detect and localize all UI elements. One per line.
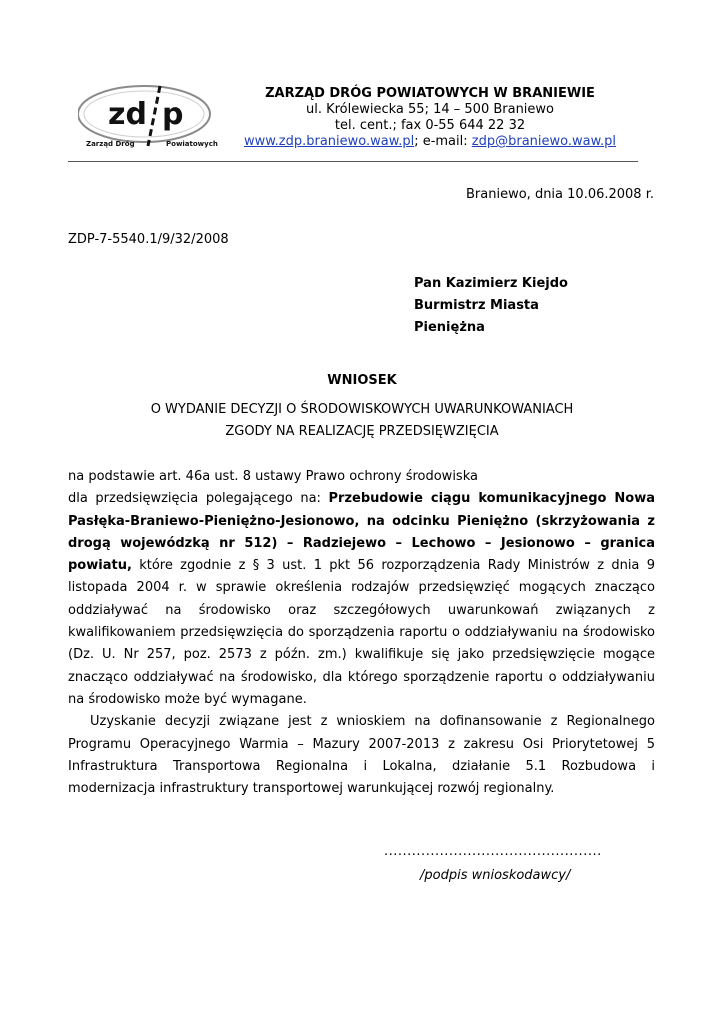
email-label: ; e-mail: bbox=[414, 134, 472, 149]
recipient-name: Pan Kazimierz Kiejdo bbox=[414, 276, 568, 291]
project-qualification: które zgodnie z § 3 ust. 1 pkt 56 rozporządzenia Rady Ministrów z dnia 9 listopada 2004 r. w sprawie określenia rodzajów przedsięwzięć mogących znacząco oddziaływać na środowisko oraz szczegółowych uwarunkowań związanych z kwalifikowaniem przedsięwzięcia do sporządzenia raportu o oddziaływaniu na środowisko (Dz. U. Nr 257, poz. 2573 z późn. zm.) kwalifikuje się jako przedsięwzięcie mogące znacząco oddziaływać na środowisko, dla którego sporządzenie raportu o oddziaływaniu na środowisko może być wymagane. bbox=[68, 558, 655, 707]
subtitle-line-2: ZGODY NA REALIZACJĘ PRZEDSIĘWZIĘCIA bbox=[225, 424, 499, 439]
signature-label: /podpis wnioskodawcy/ bbox=[420, 868, 571, 883]
organization-name: ZARZĄD DRÓG POWIATOWYCH W BRANIEWIE bbox=[265, 86, 595, 101]
project-intro: dla przedsięwzięcia polegającego na: bbox=[68, 491, 329, 507]
letter-date: Braniewo, dnia 10.06.2008 r. bbox=[466, 187, 654, 202]
logo-mark-right: p bbox=[162, 97, 184, 132]
subtitle-line-1: O WYDANIE DECYZJI O ŚRODOWISKOWYCH UWARUNKOWANIACH bbox=[150, 402, 574, 417]
logo-caption-left: Zarząd Dróg bbox=[86, 140, 135, 148]
organization-contact bbox=[230, 134, 630, 150]
recipient-city: Pieniężna bbox=[414, 320, 485, 335]
logo-mark-left: zd bbox=[108, 97, 147, 132]
website-link[interactable]: www.zdp.braniewo.waw.pl bbox=[243, 134, 415, 149]
header-divider bbox=[68, 161, 638, 162]
email-link[interactable]: zdp@braniewo.waw.pl bbox=[471, 134, 617, 149]
letter-body bbox=[68, 466, 655, 800]
funding-paragraph: Uzyskanie decyzji związane jest z wnioskiem na dofinansowanie z Regionalnego Programu Operacyjnego Warmia – Mazury 2007-2013 z zakresu Osi Priorytetowej 5 Infrastruktura Transportowa Regionalna i Lokalna, działanie 5.1 Rozbudowa i modernizacja infrastruktury transportowej warunkującej rozwój regionalny. bbox=[68, 714, 655, 797]
zdp-logo bbox=[78, 80, 218, 152]
project-paragraph bbox=[68, 488, 655, 711]
document-title: WNIOSEK bbox=[327, 373, 397, 388]
recipient-role: Burmistrz Miasta bbox=[414, 298, 539, 313]
logo-caption-right: Powiatowych bbox=[166, 140, 218, 148]
signature-line: ............................................... bbox=[384, 844, 602, 859]
legal-basis: na podstawie art. 46a ust. 8 ustawy Prawo ochrony środowiska bbox=[68, 469, 478, 484]
document-subtitle bbox=[0, 399, 724, 443]
logo-graphic bbox=[78, 80, 218, 152]
project-name: Przebudowie ciągu komunikacyjnego Nowa Pasłęka-Braniewo-Pieniężno-Jesionowo, na odcinku Pieniężno (skrzyżowania z drogą wojewódzką nr 512) – Radziejewo – Lechowo – Jesionowo – granica powiatu, bbox=[68, 491, 655, 574]
organization-address: ul. Królewiecka 55; 14 – 500 Braniewo bbox=[305, 102, 555, 117]
reference-number: ZDP-7-5540.1/9/32/2008 bbox=[68, 232, 229, 247]
organization-phone: tel. cent.; fax 0-55 644 22 32 bbox=[334, 118, 526, 133]
